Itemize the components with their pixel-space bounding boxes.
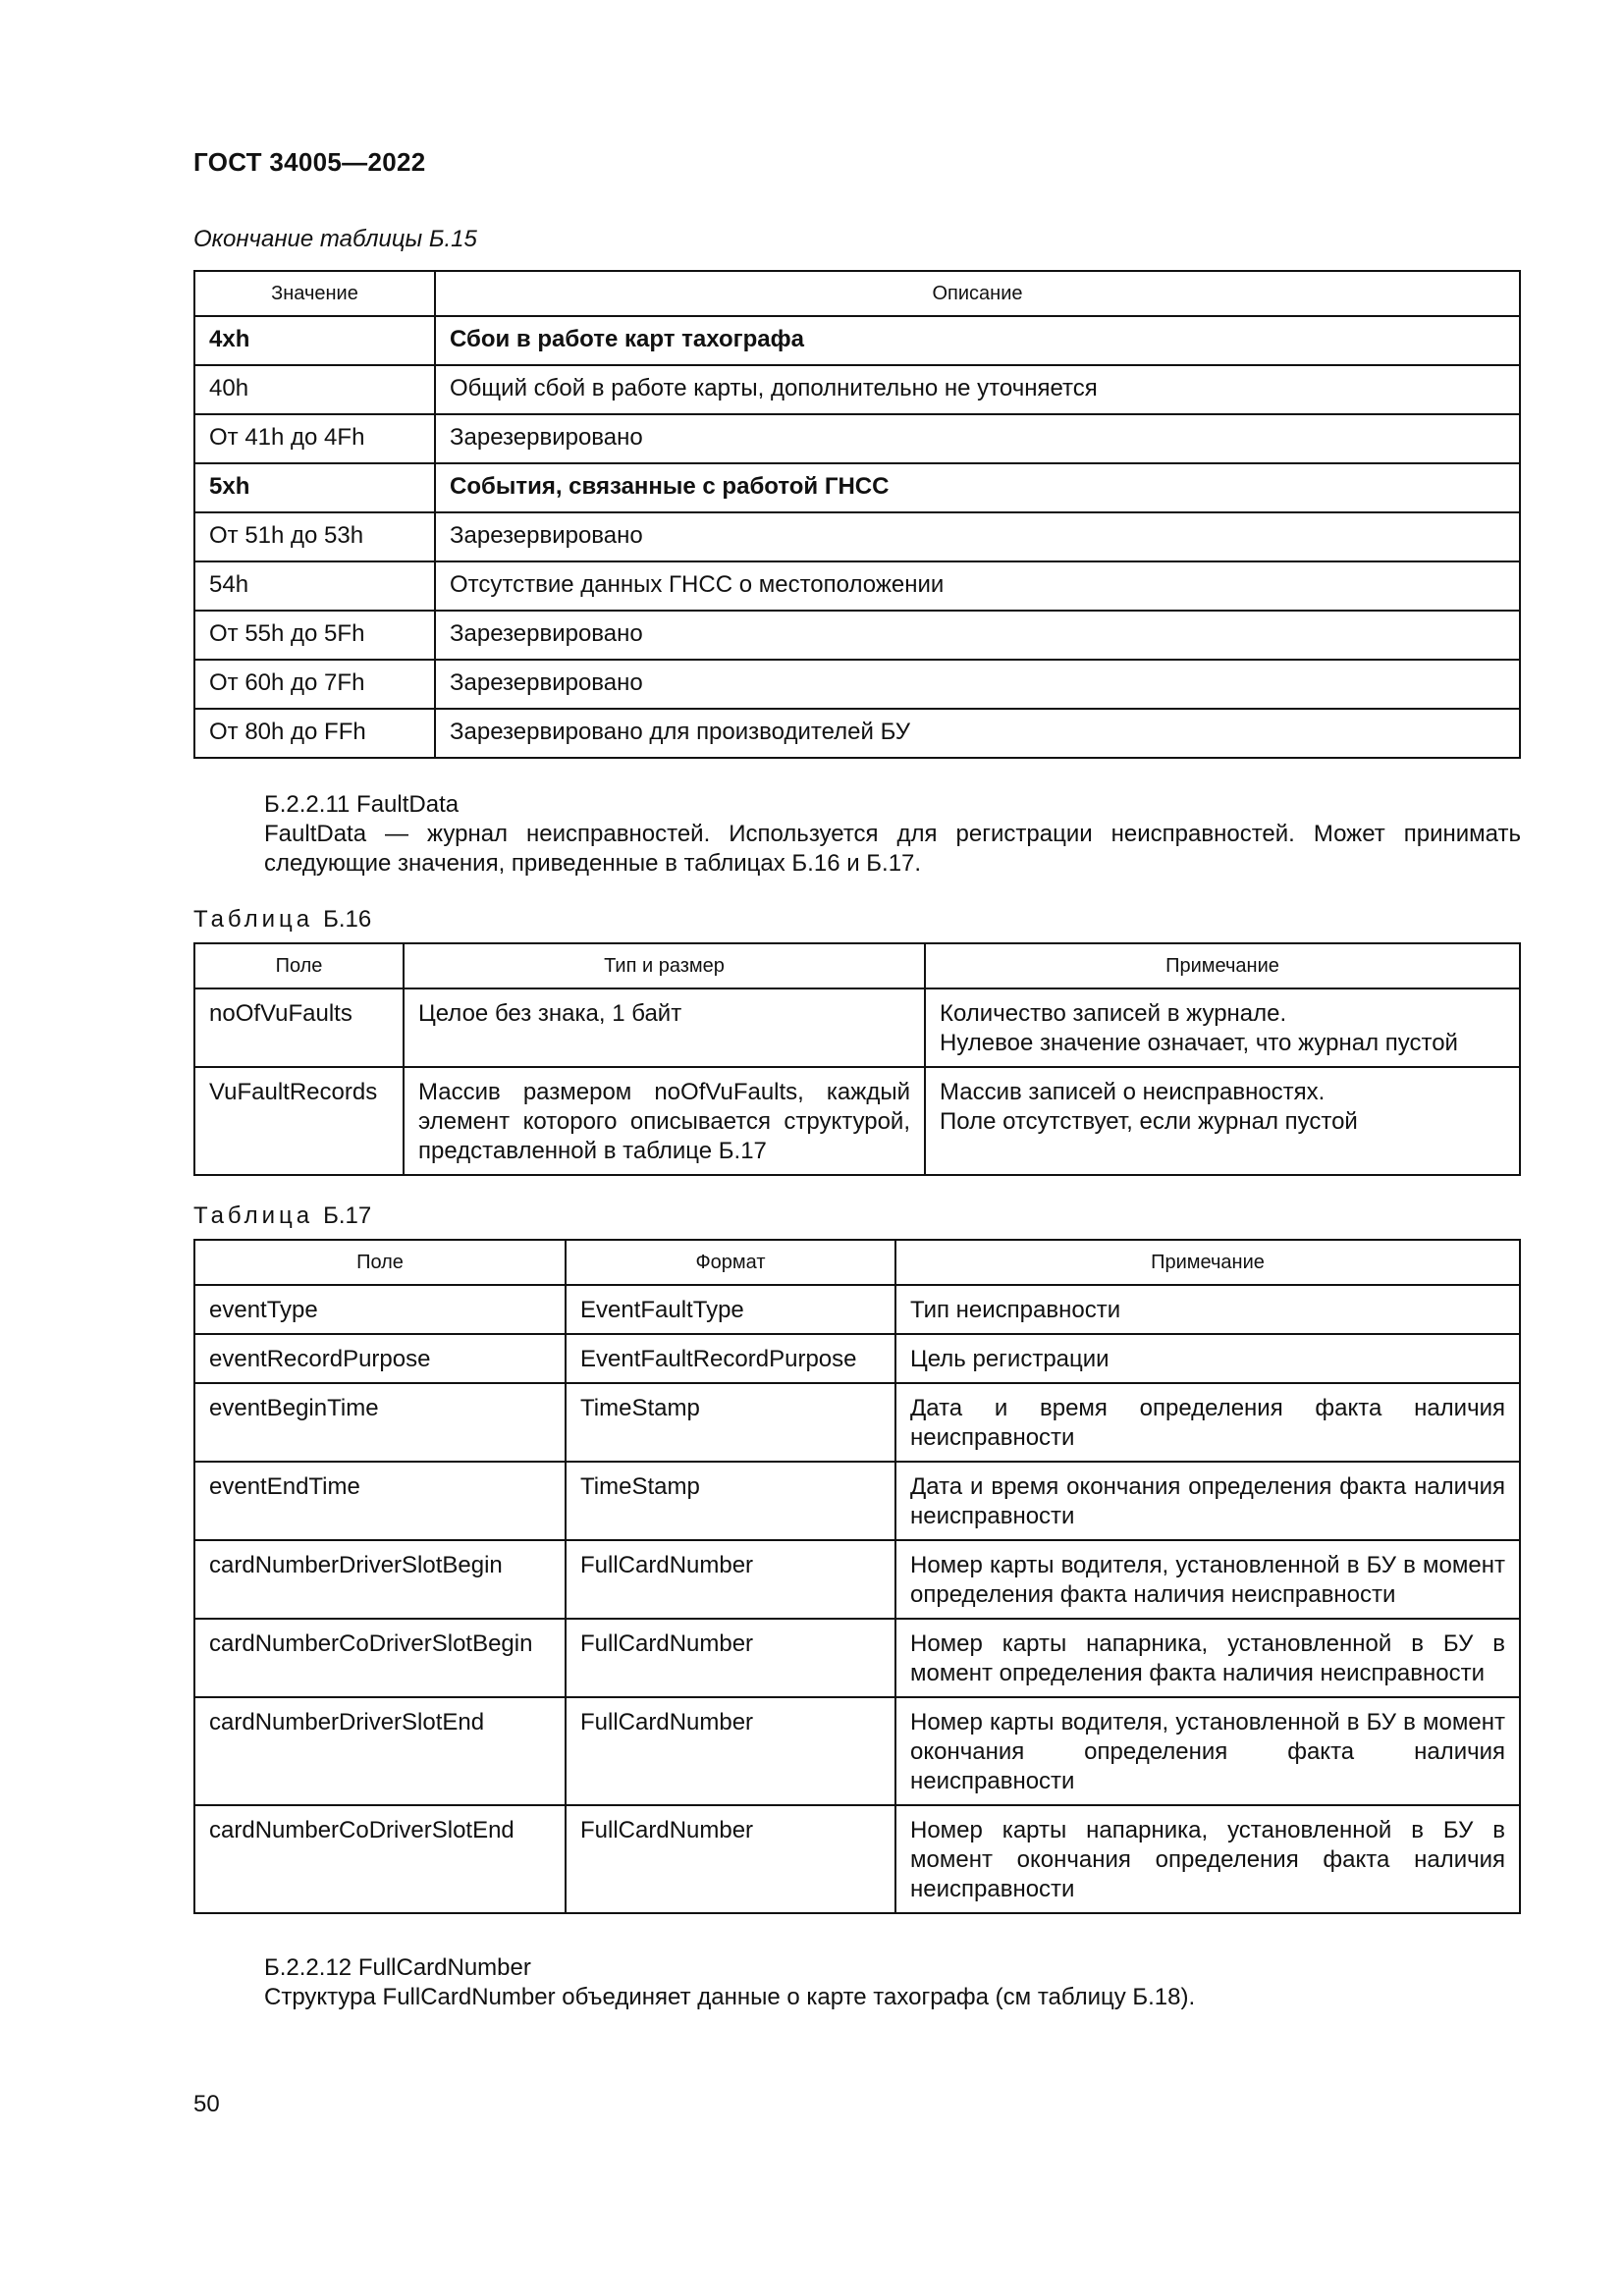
- table-cell: От 60h до 7Fh: [194, 660, 435, 709]
- document-header: ГОСТ 34005—2022: [193, 147, 426, 177]
- cell-text: Массив размером noOfVuFaults, каждый элемент которого описывается структурой, представленной в таблице Б.17: [418, 1079, 910, 1164]
- table-b16: [193, 942, 1521, 1176]
- table-cell: [895, 1540, 1520, 1619]
- table-cell: VuFaultRecords: [194, 1067, 404, 1175]
- table-row: [194, 365, 1520, 414]
- table-cell: [895, 1462, 1520, 1540]
- cell-text: Номер карты водителя, установленной в БУ в момент окончания определения факта наличия неисправности: [910, 1709, 1505, 1794]
- column-header: Значение: [194, 271, 435, 316]
- table-row: [194, 1540, 1520, 1619]
- note-line: Нулевое значение означает, что журнал пустой: [940, 1030, 1458, 1056]
- section-text: Структура FullCardNumber объединяет данные о карте тахографа (см таблицу Б.18).: [264, 1984, 1196, 2010]
- table-cell: 5xh: [194, 463, 435, 512]
- table-cell: Зарезервировано: [435, 512, 1520, 561]
- table-cell: [895, 1285, 1520, 1334]
- table-row: [194, 1697, 1520, 1805]
- table-cell: Зарезервировано для производителей БУ: [435, 709, 1520, 758]
- table-cell: [895, 1619, 1520, 1697]
- column-header: Поле: [194, 943, 404, 988]
- table-cell: cardNumberDriverSlotEnd: [194, 1697, 566, 1805]
- table-row: [194, 414, 1520, 463]
- page-number: 50: [193, 2091, 220, 2117]
- section-b2211: [193, 790, 1521, 879]
- table-row: [194, 988, 1520, 1067]
- cell-text: Номер карты водителя, установленной в БУ в момент определения факта наличия неисправности: [910, 1552, 1505, 1608]
- table-cell: [895, 1334, 1520, 1383]
- table-cell: [925, 1067, 1520, 1175]
- section-heading: Б.2.2.11 FaultData: [264, 791, 460, 818]
- table-cell: eventType: [194, 1285, 566, 1334]
- note-line: Количество записей в журнале.: [940, 1000, 1287, 1027]
- table-cell: eventBeginTime: [194, 1383, 566, 1462]
- column-header: Примечание: [925, 943, 1520, 988]
- caption-number: Б.16: [323, 906, 372, 933]
- cell-text: Цель регистрации: [910, 1346, 1110, 1372]
- table-cell: TimeStamp: [566, 1383, 895, 1462]
- table-cell: 40h: [194, 365, 435, 414]
- table-row: [194, 611, 1520, 660]
- table-cell: FullCardNumber: [566, 1619, 895, 1697]
- cell-text: Номер карты напарника, установленной в БУ в момент окончания определения факта наличия неисправности: [910, 1817, 1505, 1902]
- cell-text: Тип неисправности: [910, 1297, 1121, 1323]
- cell-text: Дата и время окончания определения факта наличия неисправности: [910, 1473, 1505, 1529]
- table-row: [194, 1383, 1520, 1462]
- caption-word: Таблица: [193, 1202, 314, 1229]
- table-row: [194, 512, 1520, 561]
- table-row: [194, 316, 1520, 365]
- note-line: Поле отсутствует, если журнал пустой: [940, 1108, 1358, 1135]
- table-cell: cardNumberCoDriverSlotEnd: [194, 1805, 566, 1913]
- table-row: [194, 1619, 1520, 1697]
- section-heading: Б.2.2.12 FullCardNumber: [264, 1954, 531, 1981]
- table-cell: От 80h до FFh: [194, 709, 435, 758]
- table-row: [194, 1462, 1520, 1540]
- table-b17-caption: [193, 1202, 371, 1230]
- table-cell: Зарезервировано: [435, 611, 1520, 660]
- table-header-row: [194, 943, 1520, 988]
- table-cell: [404, 1067, 925, 1175]
- table-b15: [193, 270, 1521, 759]
- table-cell: События, связанные с работой ГНСС: [435, 463, 1520, 512]
- table-cell: 54h: [194, 561, 435, 611]
- table-cell: FullCardNumber: [566, 1697, 895, 1805]
- table-header-row: [194, 271, 1520, 316]
- table-b16-caption: [193, 906, 371, 934]
- table-row: [194, 660, 1520, 709]
- table-row: [194, 709, 1520, 758]
- table-row: [194, 1805, 1520, 1913]
- table-cell: FullCardNumber: [566, 1540, 895, 1619]
- table-header-row: [194, 1240, 1520, 1285]
- section-b2212: [193, 1953, 1521, 2012]
- section-text-body: FaultData — журнал неисправностей. Используется для регистрации неисправностей. Может принимать следующие значения, приведенные в таблицах Б.16 и Б.17.: [264, 821, 1521, 877]
- table-cell: От 41h до 4Fh: [194, 414, 435, 463]
- cell-text: Дата и время определения факта наличия неисправности: [910, 1395, 1505, 1451]
- table-row: [194, 1334, 1520, 1383]
- column-header: Поле: [194, 1240, 566, 1285]
- table-row: [194, 1285, 1520, 1334]
- table-cell: От 51h до 53h: [194, 512, 435, 561]
- table-cell: cardNumberDriverSlotBegin: [194, 1540, 566, 1619]
- table-cell: eventEndTime: [194, 1462, 566, 1540]
- table-cell: FullCardNumber: [566, 1805, 895, 1913]
- table-cell: Зарезервировано: [435, 660, 1520, 709]
- table-cell: От 55h до 5Fh: [194, 611, 435, 660]
- table-cell: EventFaultType: [566, 1285, 895, 1334]
- table-cell: EventFaultRecordPurpose: [566, 1334, 895, 1383]
- caption-word: Таблица: [193, 906, 314, 933]
- section-text: [193, 820, 1521, 879]
- table-row: [194, 561, 1520, 611]
- table-b15-caption: Окончание таблицы Б.15: [193, 226, 477, 252]
- table-cell: [895, 1805, 1520, 1913]
- column-header: Примечание: [895, 1240, 1520, 1285]
- table-row: [194, 1067, 1520, 1175]
- table-cell: cardNumberCoDriverSlotBegin: [194, 1619, 566, 1697]
- table-cell: [895, 1697, 1520, 1805]
- table-cell: 4xh: [194, 316, 435, 365]
- table-cell: eventRecordPurpose: [194, 1334, 566, 1383]
- column-header: Формат: [566, 1240, 895, 1285]
- table-cell: Сбои в работе карт тахографа: [435, 316, 1520, 365]
- table-cell: TimeStamp: [566, 1462, 895, 1540]
- table-cell: [895, 1383, 1520, 1462]
- table-cell: noOfVuFaults: [194, 988, 404, 1067]
- table-cell: Целое без знака, 1 байт: [404, 988, 925, 1067]
- table-cell: Зарезервировано: [435, 414, 1520, 463]
- column-header: Описание: [435, 271, 1520, 316]
- table-row: [194, 463, 1520, 512]
- caption-number: Б.17: [323, 1202, 372, 1229]
- note-line: Массив записей о неисправностях.: [940, 1079, 1326, 1105]
- cell-text: Номер карты напарника, установленной в БУ в момент определения факта наличия неисправности: [910, 1630, 1505, 1686]
- table-cell: Общий сбой в работе карты, дополнительно не уточняется: [435, 365, 1520, 414]
- table-b17: [193, 1239, 1521, 1914]
- table-cell: Отсутствие данных ГНСС о местоположении: [435, 561, 1520, 611]
- table-cell: [925, 988, 1520, 1067]
- column-header: Тип и размер: [404, 943, 925, 988]
